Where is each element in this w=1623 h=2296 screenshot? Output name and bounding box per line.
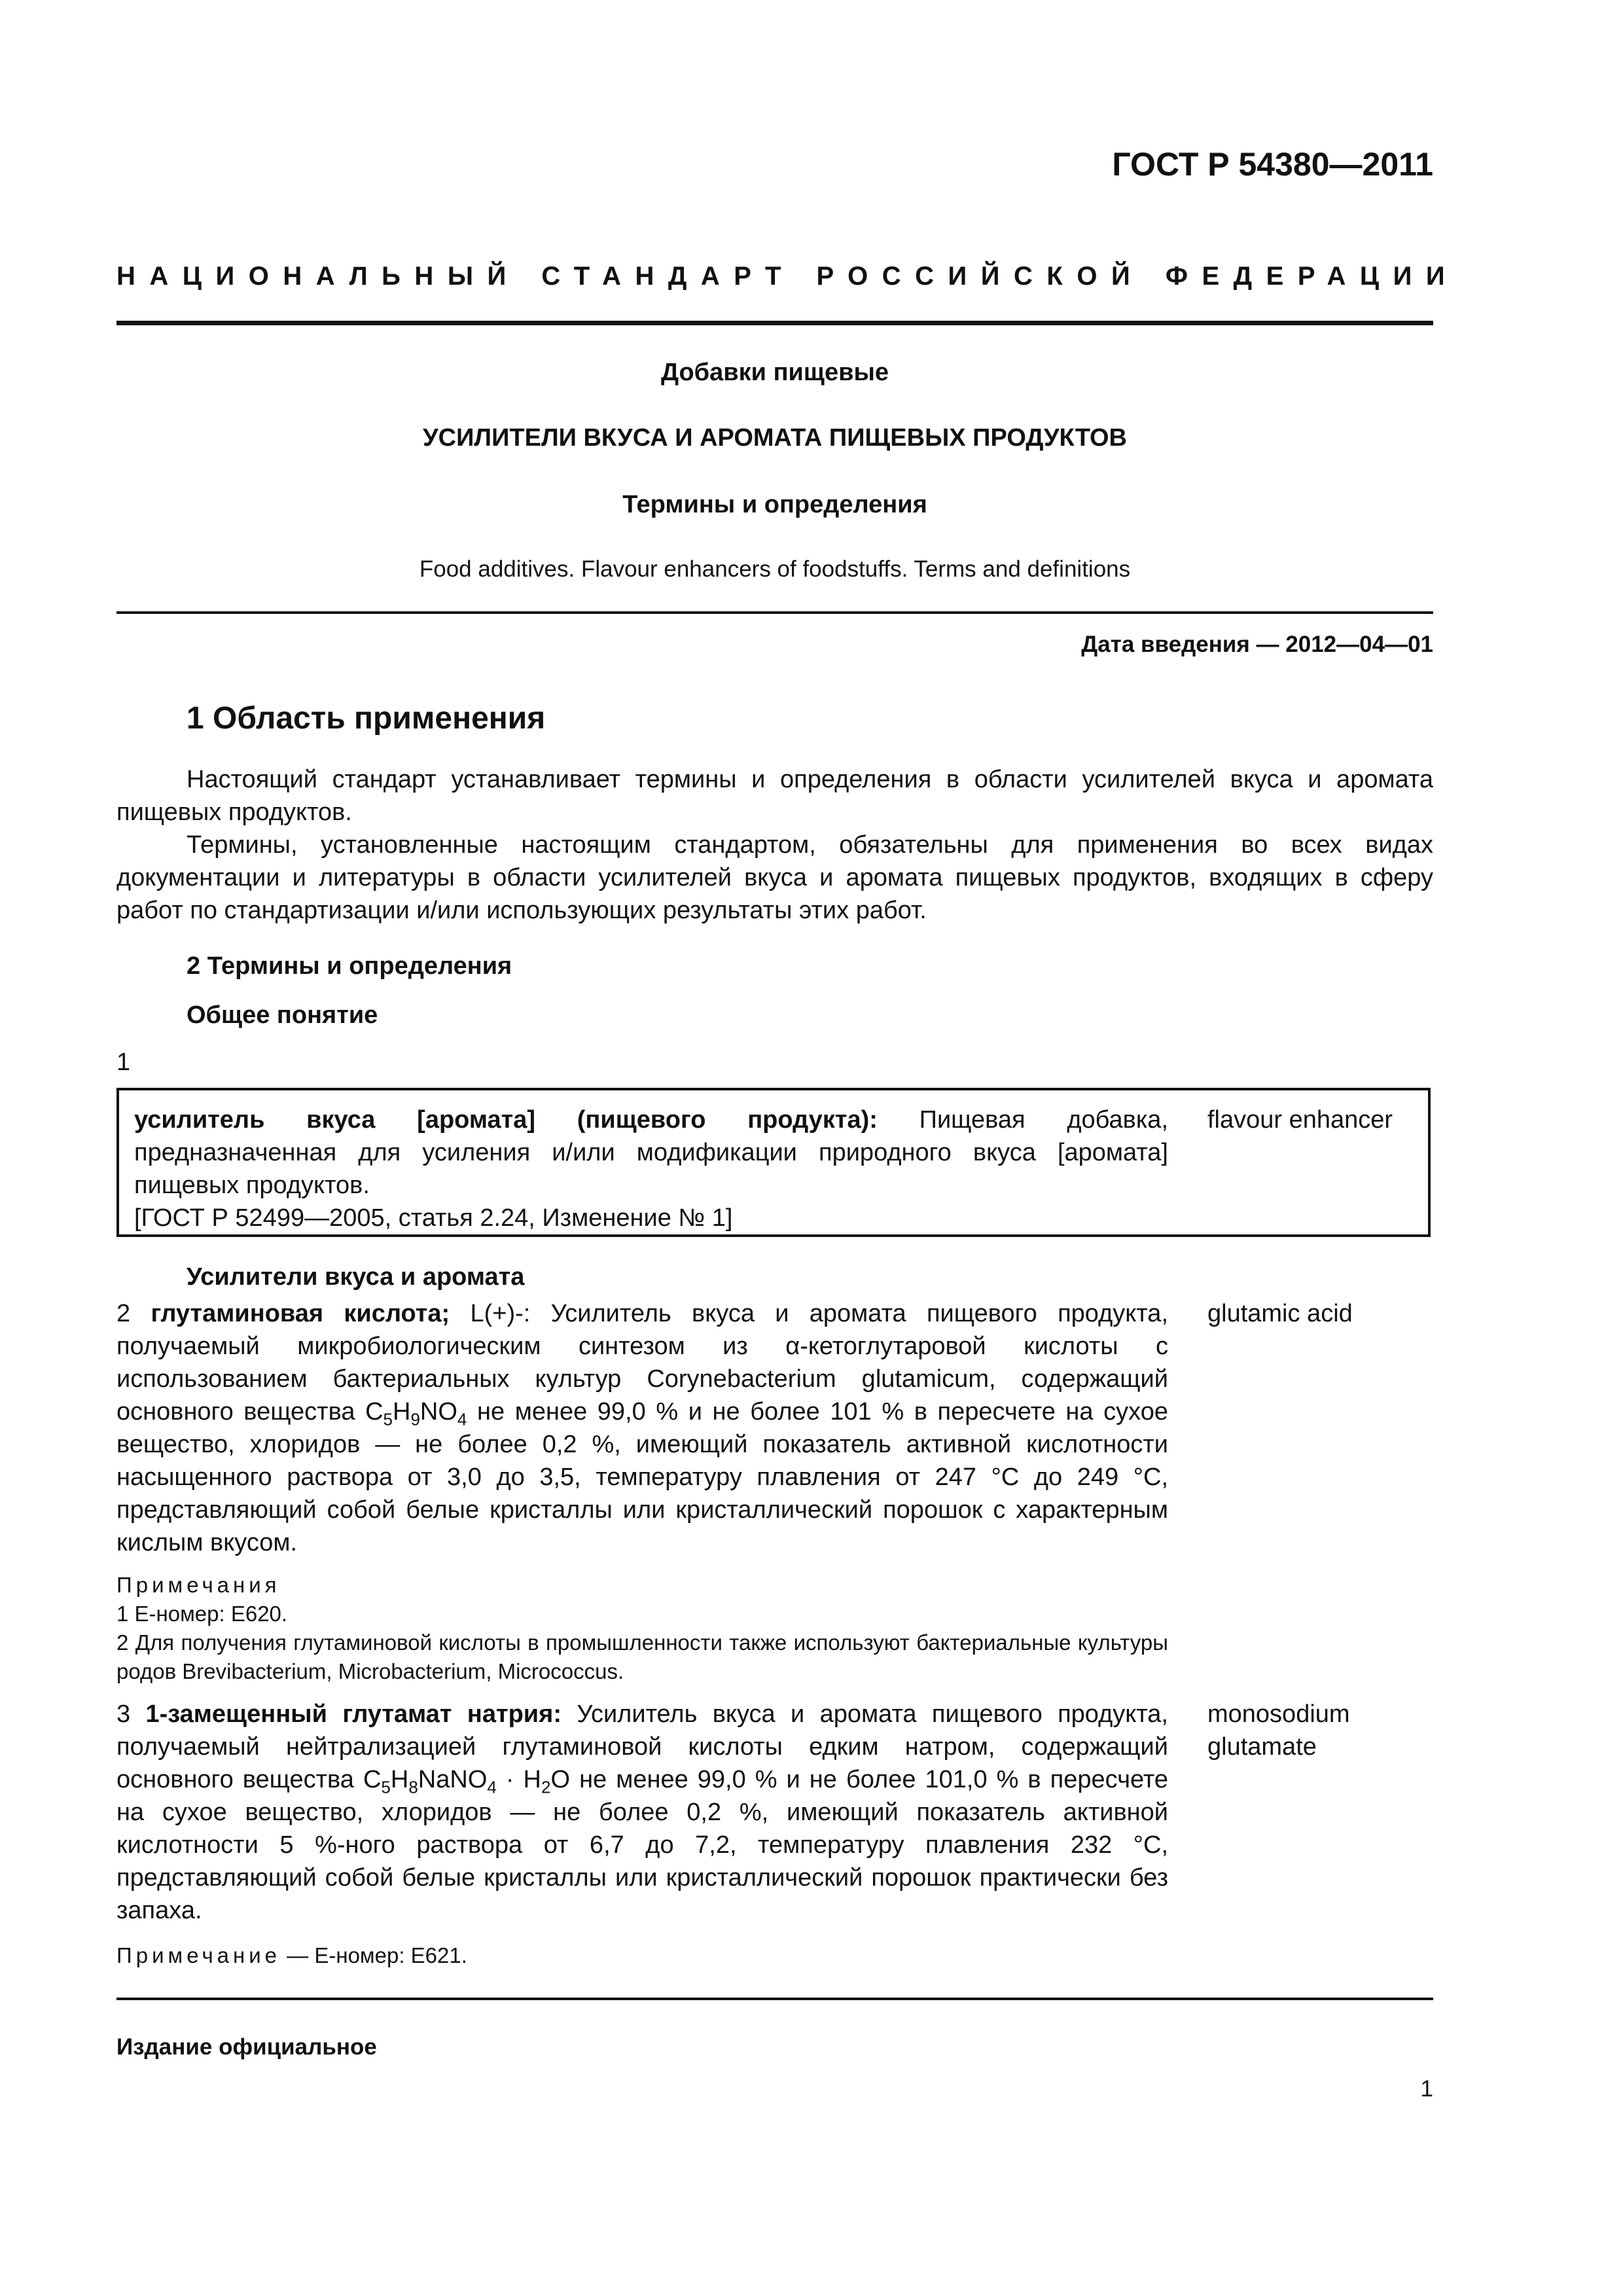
term-2-prefix: L(+)-:: [470, 1300, 531, 1327]
term-2-number: 2: [116, 1300, 131, 1327]
term-3-note: [116, 1941, 1168, 1970]
term-2-term: глутаминовая кислота;: [151, 1300, 450, 1327]
term-3-english-line-2: glutamate: [1207, 1733, 1317, 1761]
section-2-heading: 2 Термины и определения: [187, 952, 512, 980]
term-3-number: 3: [116, 1700, 131, 1728]
term-2-definition: [116, 1297, 1168, 1559]
term-3-term: 1-замещенный глутамат натрия:: [145, 1700, 562, 1728]
term-3-text-b: не менее 99,0 % и не более 101,0 % в пересчете на сухое вещество, хлоридов — не более 0,2 %, имеющий показатель активной кислотности 5 %-ного раствора от 6,7 до 7,2, температуру плавления 232 °С, представляющий собой белые кристаллы или кристаллический порошок практически без запаха.: [116, 1766, 1168, 1924]
date-of-introduction: Дата введения — 2012—04—01: [1081, 632, 1433, 657]
term-1-number: 1: [116, 1049, 131, 1076]
term-2-notes: [116, 1571, 1168, 1686]
term-2-text-a: Усилитель вкуса и аромата пищевого продукта, получаемый микробиологическим синтезом из α-кетоглутаровой кислоты с использованием бактериальных культур Corynebacterium glutamicum, содержащий основного вещества: [116, 1300, 1169, 1426]
enhancers-heading: Усилители вкуса и аромата: [187, 1263, 525, 1291]
term-1-definition: [134, 1103, 1168, 1234]
term-3-text-a: Усилитель вкуса и аромата пищевого продукта, получаемый нейтрализацией глутаминовой кислоты едким натром, содержащий основного вещества: [116, 1700, 1168, 1793]
section-1-paragraph-2: Термины, установленные настоящим стандартом, обязательны для применения во всех видах документации и литературы в области усилителей вкуса и аромата пищевых продуктов, входящих в сферу работ по стандартизации и/или использующих результаты этих работ.: [116, 831, 1433, 924]
term-2-formula: $C_5H_9NO_4$: [365, 1398, 467, 1429]
title-sub: Термины и определения: [622, 491, 927, 518]
title-main: УСИЛИТЕЛИ ВКУСА И АРОМАТА ПИЩЕВЫХ ПРОДУКТОВ: [423, 424, 1127, 452]
official-edition: Издание официальное: [116, 2034, 377, 2060]
term-3-formula: $C_5H_8NaNO_4 \cdot H_2O$: [363, 1766, 571, 1797]
section-1-heading: 1 Область применения: [187, 701, 546, 736]
term-2-note-1: 1 Е-номер: Е620.: [116, 1602, 288, 1626]
term-3-definition: [116, 1698, 1168, 1927]
term-3-note-text: — Е-номер: Е621.: [281, 1943, 467, 1967]
term-2-notes-heading: Примечания: [116, 1573, 281, 1597]
header-rule: [116, 321, 1433, 325]
term-1-text: Пищевая добавка, предназначенная для усиления и/или модификации природного вкуса [аромата] пищевых продуктов.: [134, 1106, 1168, 1199]
term-3-note-label: Примечание: [116, 1943, 281, 1967]
title-rule: [116, 611, 1433, 614]
term-2-text-b: не менее 99,0 % и не более 101 % в пересчете на сухое вещество, хлоридов — не более 0,2 %, имеющий показатель активной кислотности насыщенного раствора от 3,0 до 3,5, температуру плавления от 247 °С до 249 °С, представляющий собой белые кристаллы или кристаллический порошок с характерным кислым вкусом.: [116, 1398, 1168, 1556]
term-3-english-line-1: monosodium: [1207, 1700, 1350, 1728]
term-1-english: flavour enhancer: [1207, 1106, 1393, 1134]
section-1-text: [116, 763, 1433, 927]
term-3-english: [1207, 1698, 1433, 1763]
document-number: ГОСТ Р 54380—2011: [1112, 146, 1433, 183]
term-1-reference: [ГОСТ Р 52499—2005, статья 2.24, Изменение № 1]: [134, 1204, 733, 1232]
general-concept-heading: Общее понятие: [187, 1001, 378, 1029]
page-number: 1: [1420, 2076, 1433, 2102]
term-2-note-2: 2 Для получения глутаминовой кислоты в промышленности также используют бактериальные культуры родов Brevibacterium, Microbacterium, Micrococcus.: [116, 1630, 1168, 1683]
national-standard-heading: НАЦИОНАЛЬНЫЙ СТАНДАРТ РОССИЙСКОЙ ФЕДЕРАЦИИ: [116, 262, 1459, 291]
section-1-paragraph-1: Настоящий стандарт устанавливает термины и определения в области усилителей вкуса и аромата пищевых продуктов.: [116, 766, 1433, 826]
footer-rule: [116, 1998, 1433, 2000]
title-category: Добавки пищевые: [660, 359, 889, 386]
term-1-term: усилитель вкуса [аромата] (пищевого продукта):: [134, 1106, 878, 1134]
title-english: Food additives. Flavour enhancers of foodstuffs. Terms and definitions: [419, 556, 1131, 582]
term-2-english: glutamic acid: [1207, 1300, 1353, 1327]
